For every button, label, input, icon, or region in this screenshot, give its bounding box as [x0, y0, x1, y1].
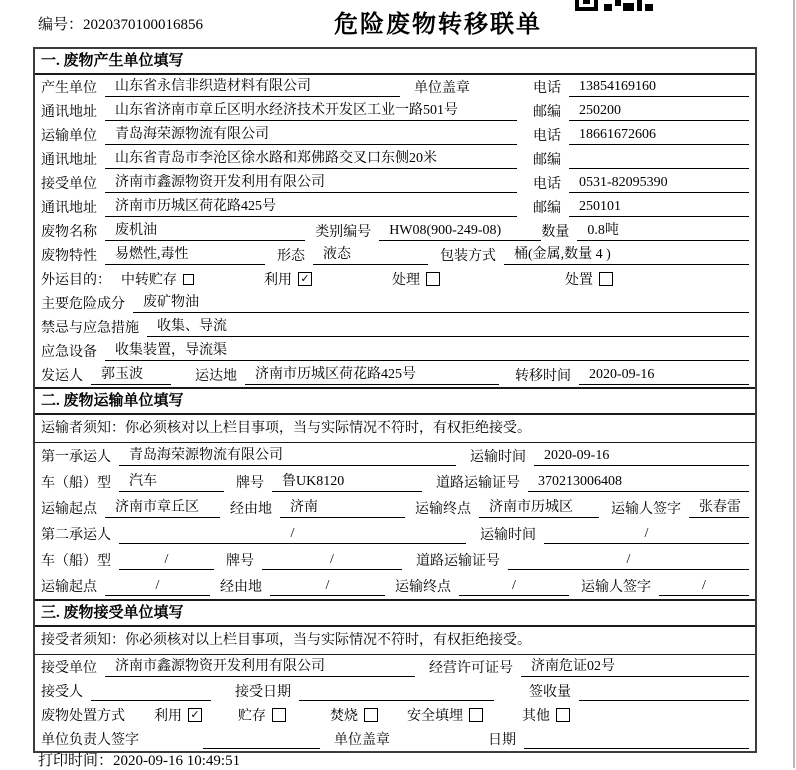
received-quantity-label: 签收量 — [529, 685, 571, 700]
first-plate-value: 鲁UK8120 — [272, 472, 422, 492]
row-receive-unit — [35, 655, 755, 679]
row-receiver-address — [35, 195, 755, 219]
responsible-signature-label: 单位负责人签字 — [41, 733, 139, 748]
first-transport-time-value: 2020-09-16 — [534, 446, 749, 466]
print-time-label: 打印时间： — [38, 753, 114, 769]
receive-sign-date-label: 日期 — [488, 733, 516, 748]
option-dispose — [565, 269, 613, 289]
transfer-purpose-label: 外运目的： — [41, 273, 111, 288]
serial-value: 2020370100016856 — [83, 17, 204, 33]
row-emergency-measures — [35, 315, 755, 339]
hazardous-components-value: 废矿物油 — [133, 293, 749, 313]
first-transport-time-label: 运输时间 — [470, 450, 526, 465]
second-via-label: 经由地 — [220, 580, 262, 595]
first-via-label: 经由地 — [230, 502, 272, 517]
transporter-zip-value — [569, 149, 749, 169]
transporter-address-label: 通讯地址 — [41, 153, 97, 168]
waste-code-value: HW08(900-249-08) — [379, 221, 541, 241]
row-emergency-equipment — [35, 339, 755, 363]
second-road-permit-value: / — [508, 550, 749, 570]
first-vehicle-type-value: 汽车 — [119, 472, 224, 492]
option-utilize — [264, 269, 312, 289]
receive-date-value — [299, 681, 494, 701]
row-second-carrier — [35, 521, 755, 547]
producer-phone-value: 13854169160 — [569, 77, 749, 97]
second-transport-time-label: 运输时间 — [480, 528, 536, 543]
second-carrier-label: 第二承运人 — [41, 528, 111, 543]
first-carrier-signature-value: 张春雷 — [689, 498, 749, 518]
row-dispatch — [35, 363, 755, 387]
row-waste-name — [35, 219, 755, 243]
transfer-date-label: 转移时间 — [515, 369, 571, 384]
emergency-measures-value: 收集、导流 — [147, 317, 749, 337]
second-plate-value: / — [262, 550, 402, 570]
second-transport-time-value: / — [544, 524, 749, 544]
first-origin-label: 运输起点 — [41, 502, 97, 517]
receive-sign-date-value — [524, 729, 749, 749]
producer-address-value: 山东省济南市章丘区明水经济技术开发区工业一路501号 — [105, 101, 517, 121]
receiver-zip-value: 250101 — [569, 197, 749, 217]
hazardous-components-label: 主要危险成分 — [41, 297, 125, 312]
received-quantity-value — [579, 681, 749, 701]
section-producer-title: 一. 废物产生单位填写 — [35, 49, 755, 75]
waste-form-value: 液态 — [313, 245, 428, 265]
disposal-utilize-checkbox: ✓ — [188, 708, 202, 722]
section-producer — [35, 49, 755, 387]
packaging-label: 包装方式 — [440, 249, 496, 264]
emergency-equipment-value: 收集装置，导流渠 — [105, 341, 749, 361]
disposal-incinerate-label: 焚烧 — [330, 709, 358, 724]
treat-label: 处理 — [392, 273, 420, 288]
row-producer-unit — [35, 75, 755, 99]
receiver-person-label: 接受人 — [41, 685, 83, 700]
waste-form-label: 形态 — [277, 249, 305, 264]
disposal-storage-checkbox — [272, 708, 286, 722]
row-receiver-person — [35, 679, 755, 703]
second-vehicle-type-label: 车（船）型 — [41, 554, 111, 569]
disposal-other-checkbox — [556, 708, 570, 722]
first-road-permit-value: 370213006408 — [528, 472, 749, 492]
waste-properties-label: 废物特性 — [41, 249, 97, 264]
second-carrier-signature-value: / — [659, 576, 749, 596]
producer-phone-label: 电话 — [533, 81, 561, 96]
disposal-landfill-label: 安全填埋 — [407, 709, 463, 724]
first-carrier-label: 第一承运人 — [41, 450, 111, 465]
transporter-phone-value: 18661672606 — [569, 125, 749, 145]
second-endpoint-value: / — [459, 576, 569, 596]
transit-storage-label: 中转贮存 — [121, 273, 177, 288]
second-carrier-signature-label: 运输人签字 — [581, 580, 651, 595]
transfer-date-value: 2020-09-16 — [579, 365, 749, 385]
license-number-label: 经营许可证号 — [429, 661, 513, 676]
receiver-address-label: 通讯地址 — [41, 201, 97, 216]
receive-unit-value: 济南市鑫源物资开发利用有限公司 — [105, 657, 415, 677]
second-plate-label: 牌号 — [226, 554, 254, 569]
second-carrier-value: / — [119, 524, 466, 544]
option-disposal-incinerate — [330, 705, 378, 725]
disposal-storage-label: 贮存 — [238, 709, 266, 724]
producer-unit-value: 山东省永信非织造材料有限公司 — [105, 77, 400, 97]
dispose-checkbox — [599, 272, 613, 286]
option-transit-storage — [121, 269, 194, 289]
section-receiver-title: 三. 废物接受单位填写 — [35, 599, 755, 627]
document-header — [0, 0, 796, 46]
first-carrier-value: 青岛海荣源物流有限公司 — [119, 446, 456, 466]
receiver-phone-label: 电话 — [533, 177, 561, 192]
receive-date-label: 接受日期 — [235, 685, 291, 700]
option-disposal-utilize — [154, 705, 202, 725]
print-time-value: 2020-09-16 10:49:51 — [113, 753, 241, 769]
unit-seal-label: 单位盖章 — [414, 81, 470, 96]
row-disposal-method — [35, 703, 755, 727]
waste-name-label: 废物名称 — [41, 225, 97, 240]
row-second-route — [35, 573, 755, 599]
packaging-value: 桶(金属,数量 4 ) — [504, 245, 749, 265]
producer-zip-value: 250200 — [569, 101, 749, 121]
first-carrier-signature-label: 运输人签字 — [611, 502, 681, 517]
second-road-permit-label: 道路运输证号 — [416, 554, 500, 569]
emergency-equipment-label: 应急设备 — [41, 345, 97, 360]
row-first-vehicle — [35, 469, 755, 495]
dispatcher-label: 发运人 — [41, 369, 83, 384]
row-first-carrier — [35, 443, 755, 469]
row-transporter-unit — [35, 123, 755, 147]
producer-address-label: 通讯地址 — [41, 105, 97, 120]
transporter-unit-label: 运输单位 — [41, 129, 97, 144]
destination-value: 济南市历城区荷花路425号 — [245, 365, 499, 385]
first-endpoint-value: 济南市历城区 — [479, 498, 599, 518]
section-transporter-title: 二. 废物运输单位填写 — [35, 387, 755, 415]
disposal-method-label: 废物处置方式 — [41, 709, 125, 724]
waste-name-value: 废机油 — [105, 221, 305, 241]
option-disposal-storage — [238, 705, 286, 725]
row-transporter-address — [35, 147, 755, 171]
waste-properties-value: 易燃性,毒性 — [105, 245, 265, 265]
receiver-seal-label: 单位盖章 — [334, 733, 390, 748]
disposal-utilize-label: 利用 — [154, 709, 182, 724]
option-treat — [392, 269, 440, 289]
transporter-zip-label: 邮编 — [533, 153, 561, 168]
row-first-route — [35, 495, 755, 521]
responsible-signature-value — [203, 729, 320, 749]
second-endpoint-label: 运输终点 — [395, 580, 451, 595]
row-responsible-signature — [35, 727, 755, 751]
receiver-address-value: 济南市历城区荷花路425号 — [105, 197, 517, 217]
second-vehicle-type-value: / — [119, 550, 214, 570]
row-hazardous-components — [35, 291, 755, 315]
disposal-landfill-checkbox — [469, 708, 483, 722]
second-via-value: / — [270, 576, 385, 596]
waste-quantity-value: 0.8吨 — [577, 221, 749, 241]
disposal-other-label: 其他 — [522, 709, 550, 724]
first-road-permit-label: 道路运输证号 — [436, 476, 520, 491]
first-endpoint-label: 运输终点 — [415, 502, 471, 517]
row-receiver-unit — [35, 171, 755, 195]
transfer-form-table — [33, 47, 757, 753]
emergency-measures-label: 禁忌与应急措施 — [41, 321, 139, 336]
receiver-person-value — [91, 681, 211, 701]
page-right-edge — [793, 0, 795, 768]
section-receiver — [35, 599, 755, 751]
first-plate-label: 牌号 — [236, 476, 264, 491]
option-disposal-other — [522, 705, 570, 725]
qr-code-fragment — [575, 0, 653, 12]
section-transporter — [35, 387, 755, 599]
receiver-unit-label: 接受单位 — [41, 177, 97, 192]
transporter-unit-value: 青岛海荣源物流有限公司 — [105, 125, 517, 145]
second-origin-value: / — [105, 576, 210, 596]
utilize-checkbox: ✓ — [298, 272, 312, 286]
transporter-address-value: 山东省青岛市李沧区徐水路和郑佛路交叉口东侧20米 — [105, 149, 517, 169]
treat-checkbox — [426, 272, 440, 286]
option-disposal-landfill — [407, 705, 483, 725]
row-waste-properties — [35, 243, 755, 267]
dispose-label: 处置 — [565, 273, 593, 288]
license-number-value: 济南危证02号 — [521, 657, 749, 677]
serial-label: 编号： — [38, 17, 84, 33]
dispatcher-value: 郭玉波 — [91, 365, 171, 385]
row-second-vehicle — [35, 547, 755, 573]
first-via-value: 济南 — [280, 498, 405, 518]
waste-quantity-label: 数量 — [541, 225, 570, 240]
transit-storage-checkbox — [183, 274, 194, 285]
second-origin-label: 运输起点 — [41, 580, 97, 595]
row-producer-address — [35, 99, 755, 123]
utilize-label: 利用 — [264, 273, 292, 288]
waste-code-label: 类别编号 — [315, 225, 372, 240]
receive-unit-label: 接受单位 — [41, 661, 97, 676]
receiver-phone-value: 0531-82095390 — [569, 173, 749, 193]
transporter-notice: 运输者须知：你必须核对以上栏目事项，当与实际情况不符时，有权拒绝接受。 — [35, 415, 755, 443]
document-title: 危险废物转移联单 — [334, 12, 542, 38]
producer-zip-label: 邮编 — [533, 105, 561, 120]
receiver-zip-label: 邮编 — [533, 201, 561, 216]
first-vehicle-type-label: 车（船）型 — [41, 476, 111, 491]
first-origin-value: 济南市章丘区 — [105, 498, 220, 518]
transporter-phone-label: 电话 — [533, 129, 561, 144]
receiver-unit-value: 济南市鑫源物资开发利用有限公司 — [105, 173, 517, 193]
disposal-incinerate-checkbox — [364, 708, 378, 722]
receiver-notice: 接受者须知：你必须核对以上栏目事项，当与实际情况不符时，有权拒绝接受。 — [35, 627, 755, 655]
print-time — [38, 749, 240, 770]
producer-unit-label: 产生单位 — [41, 81, 97, 96]
row-transfer-purpose — [35, 267, 755, 291]
destination-label: 运达地 — [195, 369, 237, 384]
